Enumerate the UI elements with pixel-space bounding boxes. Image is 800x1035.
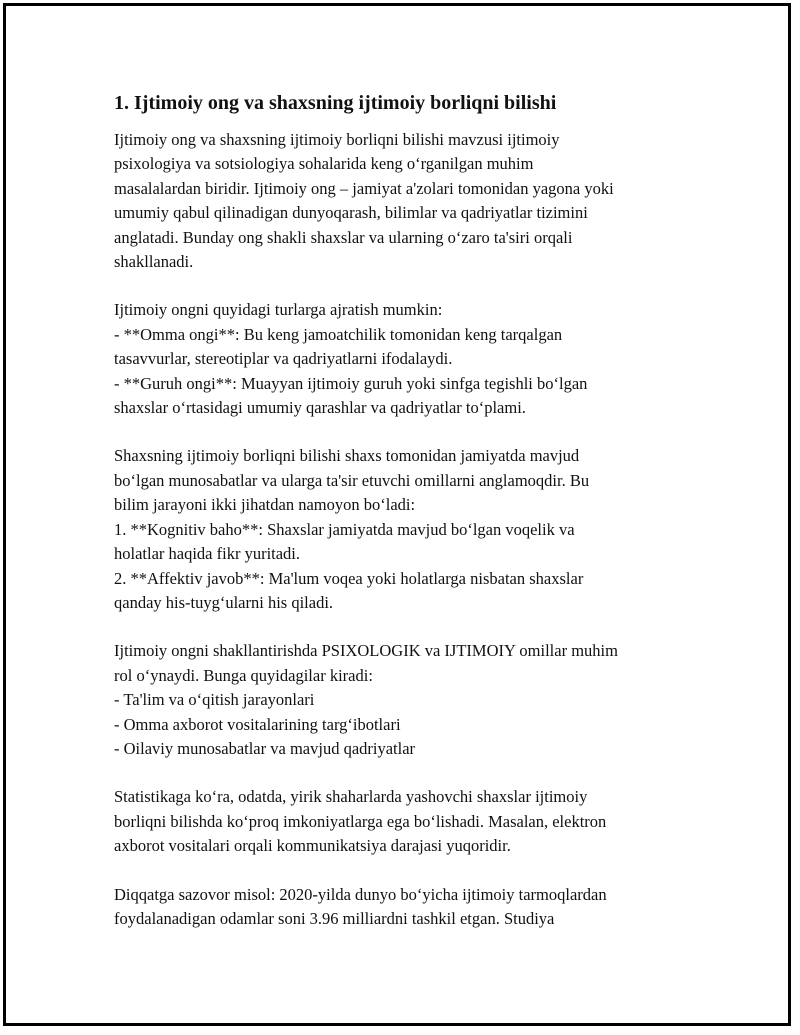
text-line: axborot vositalari orqali kommunikatsiya darajasi yuqoridir. xyxy=(114,836,511,856)
text-line: 2. **Affektiv javob**: Ma'lum voqea yoki holatlarga nisbatan shaxslar xyxy=(114,568,584,588)
text-line: - **Omma ongi**: Bu keng jamoatchilik tomonidan keng tarqalgan xyxy=(114,324,563,344)
text-line: Ijtimoiy ongni shakllantirishda PSIXOLOGIK va IJTIMOIY omillar muhim xyxy=(114,641,618,661)
text-line: Statistikaga ko‘ra, odatda, yirik shaharlarda yashovchi shaxslar ijtimoiy xyxy=(114,787,588,807)
text-line: qanday his-tuyg‘ularni his qiladi. xyxy=(114,592,334,612)
text-line: borliqni bilishda ko‘proq imkoniyatlarga ega bo‘lishadi. Masalan, elektron xyxy=(114,811,607,831)
document-body xyxy=(114,90,694,955)
text-line: bo‘lgan munosabatlar va ularga ta'sir etuvchi omillarni anglamoqdir. Bu xyxy=(114,470,590,490)
text-line: - Ta'lim va o‘qitish jarayonlari xyxy=(114,690,315,710)
text-line: Shaxsning ijtimoiy borliqni bilishi shaxs tomonidan jamiyatda mavjud xyxy=(114,446,580,466)
paragraph xyxy=(114,444,694,615)
text-line: - Omma axborot vositalarining targ‘ibotlari xyxy=(114,714,401,734)
paragraph xyxy=(114,883,694,932)
text-line: masalalardan biridir. Ijtimoiy ong – jamiyat a'zolari tomonidan yagona yoki xyxy=(114,178,614,198)
text-line: anglatadi. Bunday ong shakli shaxslar va ularning o‘zaro ta'siri orqali xyxy=(114,227,573,247)
paragraph xyxy=(114,785,694,858)
text-line: Ijtimoiy ongni quyidagi turlarga ajratish mumkin: xyxy=(114,300,443,320)
text-line: tasavvurlar, stereotiplar va qadriyatlarni ifodalaydi. xyxy=(114,349,453,369)
text-line: shakllanadi. xyxy=(114,252,194,272)
text-line: holatlar haqida fikr yuritadi. xyxy=(114,544,301,564)
paragraph xyxy=(114,128,694,274)
text-line: rol o‘ynaydi. Bunga quyidagilar kiradi: xyxy=(114,665,373,685)
text-line: - **Guruh ongi**: Muayyan ijtimoiy guruh yoki sinfga tegishli bo‘lgan xyxy=(114,373,588,393)
paragraph xyxy=(114,298,694,420)
text-line: shaxslar o‘rtasidagi umumiy qarashlar va qadriyatlar to‘plami. xyxy=(114,398,526,418)
text-line: umumiy qabul qilinadigan dunyoqarash, bilimlar va qadriyatlar tizimini xyxy=(114,203,588,223)
text-line: foydalanadigan odamlar soni 3.96 milliardni tashkil etgan. Studiya xyxy=(114,908,555,928)
text-line: 1. **Kognitiv baho**: Shaxslar jamiyatda mavjud bo‘lgan voqelik va xyxy=(114,519,575,539)
text-line: - Oilaviy munosabatlar va mavjud qadriyatlar xyxy=(114,738,416,758)
section-heading: 1. Ijtimoiy ong va shaxsning ijtimoiy borliqni bilishi xyxy=(114,92,557,114)
text-line: psixologiya va sotsiologiya sohalarida keng o‘rganilgan muhim xyxy=(114,154,534,174)
text-line: Ijtimoiy ong va shaxsning ijtimoiy borliqni bilishi mavzusi ijtimoiy xyxy=(114,130,560,149)
text-line: Diqqatga sazovor misol: 2020-yilda dunyo bo‘yicha ijtimoiy tarmoqlardan xyxy=(114,884,607,904)
paragraph xyxy=(114,639,694,761)
text-line: bilim jarayoni ikki jihatdan namoyon bo‘ladi: xyxy=(114,495,416,515)
